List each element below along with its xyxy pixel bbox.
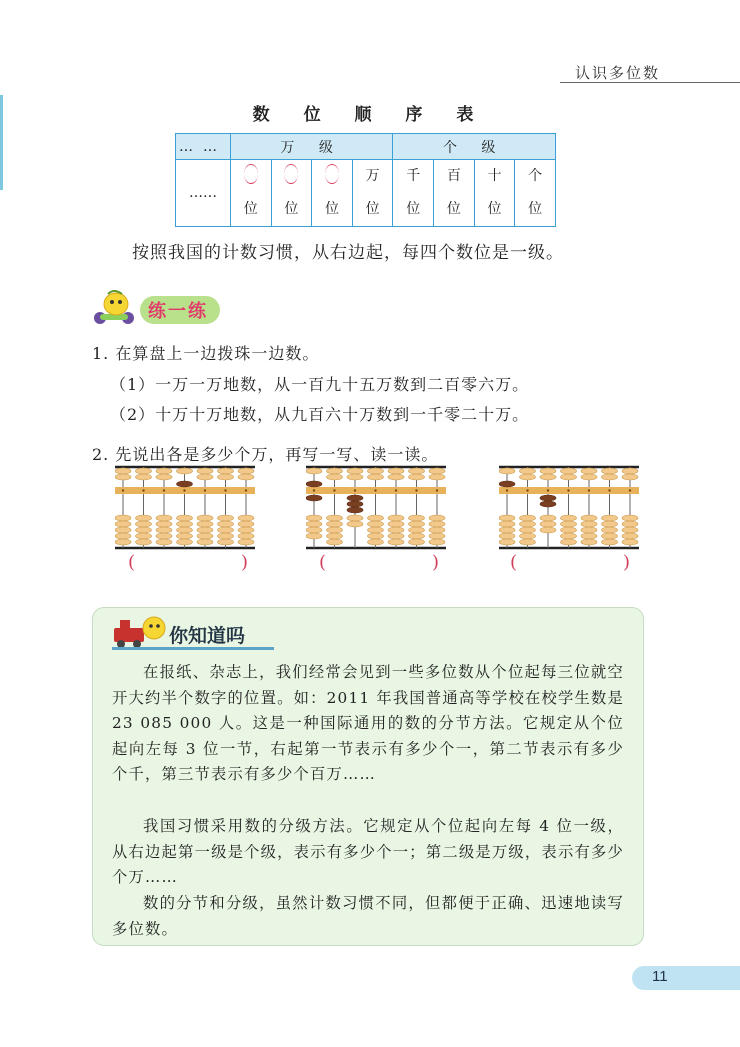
abacus-bead xyxy=(540,474,556,480)
abacus-bead xyxy=(561,468,577,474)
abacus-bead xyxy=(327,515,343,521)
abacus-bead xyxy=(429,533,445,539)
abacus-bead xyxy=(520,539,536,545)
abacus-bead xyxy=(581,515,597,521)
abacus-bead xyxy=(115,474,131,480)
header-wan-group: 万 级 xyxy=(230,134,393,160)
answer-paren-open-2: ( xyxy=(319,552,327,573)
abacus-bead xyxy=(388,533,404,539)
abacus-bead xyxy=(115,515,131,521)
practice-title: 练一练 xyxy=(148,301,208,322)
abacus-bead xyxy=(388,468,404,474)
abacus-bead xyxy=(409,468,425,474)
abacus-bead xyxy=(197,533,213,539)
abacus-bead xyxy=(177,515,193,521)
abacus-bead xyxy=(218,521,234,527)
abacus-bead xyxy=(602,515,618,521)
abacus-bead xyxy=(520,474,536,480)
abacus-bead xyxy=(520,468,536,474)
abacus-bead xyxy=(622,539,638,545)
abacus-bead xyxy=(561,515,577,521)
abacus-bead xyxy=(581,474,597,480)
abacus-bead xyxy=(136,533,152,539)
abacus-bead xyxy=(136,527,152,533)
abacus-bead xyxy=(136,515,152,521)
abacus-bead xyxy=(238,521,254,527)
abacus-bead xyxy=(429,527,445,533)
abacus-bead-active xyxy=(499,481,515,487)
abacus-bead xyxy=(238,533,254,539)
abacus-beam-dot xyxy=(526,489,528,491)
abacus-bead xyxy=(115,533,131,539)
header-dots: …… xyxy=(176,134,231,160)
abacus-bead xyxy=(306,521,322,527)
abacus-bead xyxy=(347,521,363,527)
abacus-bead xyxy=(177,539,193,545)
abacus-bead xyxy=(368,515,384,521)
place-dots: …… xyxy=(176,160,231,227)
paragraph-3: 数的分节和分级，虽然计数习惯不同，但都便于正确、迅速地读写多位数。 xyxy=(112,894,624,938)
abacus-bead xyxy=(218,527,234,533)
abacus-bead xyxy=(177,533,193,539)
abacus-bead xyxy=(540,521,556,527)
table-header-row xyxy=(176,134,556,160)
place-blank-3: 位 xyxy=(312,160,353,227)
abacus-bead xyxy=(622,515,638,521)
abacus-bead xyxy=(218,533,234,539)
abacus-beam-dot xyxy=(333,489,335,491)
answer-paren-open-1: ( xyxy=(128,552,136,573)
abacus-beam-dot xyxy=(395,489,397,491)
abacus-beam-dot xyxy=(354,489,356,491)
abacus-bead xyxy=(409,527,425,533)
abacus-bead xyxy=(499,515,515,521)
table-title: 数 位 顺 序 表 xyxy=(252,105,488,125)
abacus-bead xyxy=(197,468,213,474)
abacus-bead-active xyxy=(306,495,322,501)
abacus-2 xyxy=(306,465,446,551)
abacus-bead xyxy=(499,539,515,545)
abacus-bead xyxy=(197,527,213,533)
abacus-bead xyxy=(327,539,343,545)
abacus-bead xyxy=(238,468,254,474)
abacus-bead xyxy=(238,474,254,480)
abacus-bead xyxy=(520,533,536,539)
abacus-bead xyxy=(368,474,384,480)
abacus-bead-active xyxy=(306,481,322,487)
abacus-beam-dot xyxy=(588,489,590,491)
abacus-bead-active xyxy=(177,481,193,487)
abacus-bead-active xyxy=(540,495,556,501)
abacus-bead xyxy=(602,527,618,533)
abacus-bead xyxy=(115,468,131,474)
answer-paren-close-3: ) xyxy=(623,552,631,573)
abacus-bead xyxy=(368,533,384,539)
place-value-table xyxy=(175,133,556,227)
abacus-bead xyxy=(327,521,343,527)
paragraph-2: 我国习惯采用数的分级方法。它规定从个位起向左每 4 位一级，从右边起第一级是个级，表示有多少个一；第二级是万级，表示有多少个万…… xyxy=(112,817,624,886)
answer-paren-close-1: ) xyxy=(241,552,249,573)
abacus-beam-dot xyxy=(374,489,376,491)
blank-paren xyxy=(244,164,258,184)
paragraph-1: 在报纸、杂志上，我们经常会见到一些多位数从个位起每三位就空开大约半个数字的位置。如：2011 年我国普通高等学校在校学生数是 23 085 000 人。这是一种国际通用的数的分节方法。它规定从个位起向左每 3 位一节，右起第一节表示有多少个一，第二节表示有多少个千，第三节表示有多少个百万…… xyxy=(112,663,624,783)
abacus-beam-dot xyxy=(204,489,206,491)
abacus-bead xyxy=(156,539,172,545)
abacus-bead xyxy=(622,533,638,539)
abacus-bead xyxy=(622,521,638,527)
abacus-beam-dot xyxy=(608,489,610,491)
abacus-bead xyxy=(115,521,131,527)
abacus-1 xyxy=(115,465,255,551)
abacus-bead xyxy=(218,468,234,474)
abacus-bead xyxy=(156,474,172,480)
abacus-bead xyxy=(561,521,577,527)
abacus-bead xyxy=(602,521,618,527)
did-you-know-underline xyxy=(112,647,274,650)
abacus-bead xyxy=(156,527,172,533)
abacus-bead xyxy=(602,468,618,474)
abacus-bead xyxy=(429,515,445,521)
abacus-bead xyxy=(409,539,425,545)
abacus-bead xyxy=(306,515,322,521)
abacus-bead xyxy=(347,515,363,521)
section-title: 认识多位数 xyxy=(574,64,660,82)
abacus-bead xyxy=(520,515,536,521)
abacus-bead xyxy=(136,468,152,474)
abacus-beam-dot xyxy=(506,489,508,491)
lemon-train-icon xyxy=(112,614,168,650)
abacus-bead xyxy=(368,468,384,474)
abacus-beam-dot xyxy=(436,489,438,491)
place-blank-1: 位 xyxy=(230,160,271,227)
abacus-bead xyxy=(520,521,536,527)
abacus-bead xyxy=(156,515,172,521)
abacus-bead xyxy=(429,468,445,474)
place-ge: 个 位 xyxy=(515,160,556,227)
abacus-bead xyxy=(388,474,404,480)
abacus-bead xyxy=(540,468,556,474)
abacus-bead xyxy=(177,521,193,527)
abacus-bead xyxy=(218,474,234,480)
abacus-bead xyxy=(136,474,152,480)
grouping-rule-text: 按照我国的计数习惯，从右边起，每四个数位是一级。 xyxy=(132,243,564,263)
place-blank-2: 位 xyxy=(271,160,312,227)
table-place-row xyxy=(176,160,556,227)
abacus-3 xyxy=(499,465,639,551)
place-shi: 十 位 xyxy=(474,160,515,227)
abacus-beam-dot xyxy=(415,489,417,491)
abacus-bead xyxy=(368,539,384,545)
place-bai: 百 位 xyxy=(434,160,475,227)
abacus-bead xyxy=(218,539,234,545)
abacus-bead xyxy=(622,474,638,480)
abacus-bead xyxy=(499,521,515,527)
abacus-beam-dot xyxy=(142,489,144,491)
abacus-bead xyxy=(429,539,445,545)
abacus-bead xyxy=(602,533,618,539)
abacus-bead xyxy=(218,515,234,521)
abacus-bead xyxy=(197,515,213,521)
abacus-bead xyxy=(602,474,618,480)
abacus-bead xyxy=(520,527,536,533)
abacus-bead xyxy=(499,533,515,539)
abacus-bead xyxy=(581,539,597,545)
abacus-bead-active xyxy=(347,495,363,501)
question-1-part-2: （2）十万十万地数，从九百六十万数到一千零二十万。 xyxy=(110,405,530,424)
abacus-beam-dot xyxy=(629,489,631,491)
abacus-bead xyxy=(136,539,152,545)
abacus-bead xyxy=(429,521,445,527)
place-qian: 千 位 xyxy=(393,160,434,227)
abacus-bead xyxy=(622,468,638,474)
abacus-bead xyxy=(368,521,384,527)
abacus-bead xyxy=(561,539,577,545)
abacus-bead xyxy=(115,527,131,533)
abacus-bead xyxy=(388,521,404,527)
abacus-bead xyxy=(306,468,322,474)
abacus-bead-active xyxy=(540,501,556,507)
abacus-beam-dot xyxy=(245,489,247,491)
did-you-know-title: 你知道吗 xyxy=(169,625,246,647)
place-wan: 万 位 xyxy=(352,160,393,227)
abacus-bead-active xyxy=(347,507,363,513)
lemon-bike-icon xyxy=(90,290,140,326)
abacus-beam-dot xyxy=(163,489,165,491)
abacus-bead xyxy=(388,515,404,521)
abacus-bead xyxy=(540,515,556,521)
abacus-bead xyxy=(177,468,193,474)
abacus-bead xyxy=(238,539,254,545)
abacus-bead xyxy=(197,521,213,527)
abacus-bead xyxy=(581,527,597,533)
abacus-bead xyxy=(388,539,404,545)
abacus-bead xyxy=(602,539,618,545)
abacus-bead xyxy=(561,533,577,539)
blank-paren xyxy=(325,164,339,184)
abacus-bead xyxy=(561,527,577,533)
abacus-bead-active xyxy=(347,501,363,507)
header-rule xyxy=(560,82,740,83)
answer-paren-close-2: ) xyxy=(432,552,440,573)
abacus-beam-dot xyxy=(224,489,226,491)
abacus-bead xyxy=(156,533,172,539)
abacus-bead xyxy=(499,527,515,533)
abacus-bead xyxy=(238,515,254,521)
abacus-bead xyxy=(327,533,343,539)
abacus-bead xyxy=(197,474,213,480)
abacus-bead xyxy=(581,521,597,527)
header-ge-group: 个 级 xyxy=(393,134,556,160)
page-number-tab xyxy=(632,966,740,990)
abacus-bead xyxy=(238,527,254,533)
abacus-bead xyxy=(409,474,425,480)
abacus-bead xyxy=(409,533,425,539)
abacus-bead xyxy=(622,527,638,533)
abacus-bead xyxy=(581,533,597,539)
abacus-bead xyxy=(540,527,556,533)
abacus-beam-dot xyxy=(313,489,315,491)
abacus-bead xyxy=(306,533,322,539)
abacus-bead xyxy=(347,474,363,480)
abacus-bead xyxy=(327,468,343,474)
abacus-bead xyxy=(177,527,193,533)
abacus-bead xyxy=(581,468,597,474)
blank-paren xyxy=(284,164,298,184)
answer-paren-open-3: ( xyxy=(510,552,518,573)
abacus-bead xyxy=(561,474,577,480)
page-number: 11 xyxy=(652,968,668,985)
abacus-beam-dot xyxy=(183,489,185,491)
question-1: 1. 在算盘上一边拨珠一边数。 xyxy=(92,344,320,363)
abacus-bead xyxy=(409,521,425,527)
abacus-bead xyxy=(429,474,445,480)
question-1-part-1: （1）一万一万地数，从一百九十五万数到二百零六万。 xyxy=(110,375,530,394)
abacus-bead xyxy=(197,539,213,545)
abacus-beam-dot xyxy=(122,489,124,491)
abacus-bead xyxy=(115,539,131,545)
abacus-beam-dot xyxy=(567,489,569,491)
abacus-bead xyxy=(156,468,172,474)
abacus-bead xyxy=(347,468,363,474)
abacus-beam-dot xyxy=(547,489,549,491)
abacus-bead xyxy=(388,527,404,533)
abacus-bead xyxy=(499,468,515,474)
abacus-bead xyxy=(156,521,172,527)
abacus-bead xyxy=(136,521,152,527)
abacus-bead xyxy=(327,527,343,533)
abacus-bead xyxy=(306,527,322,533)
abacus-bead xyxy=(327,474,343,480)
abacus-bead xyxy=(409,515,425,521)
question-2: 2. 先说出各是多少个万，再写一写、读一读。 xyxy=(92,445,439,464)
abacus-bead xyxy=(368,527,384,533)
